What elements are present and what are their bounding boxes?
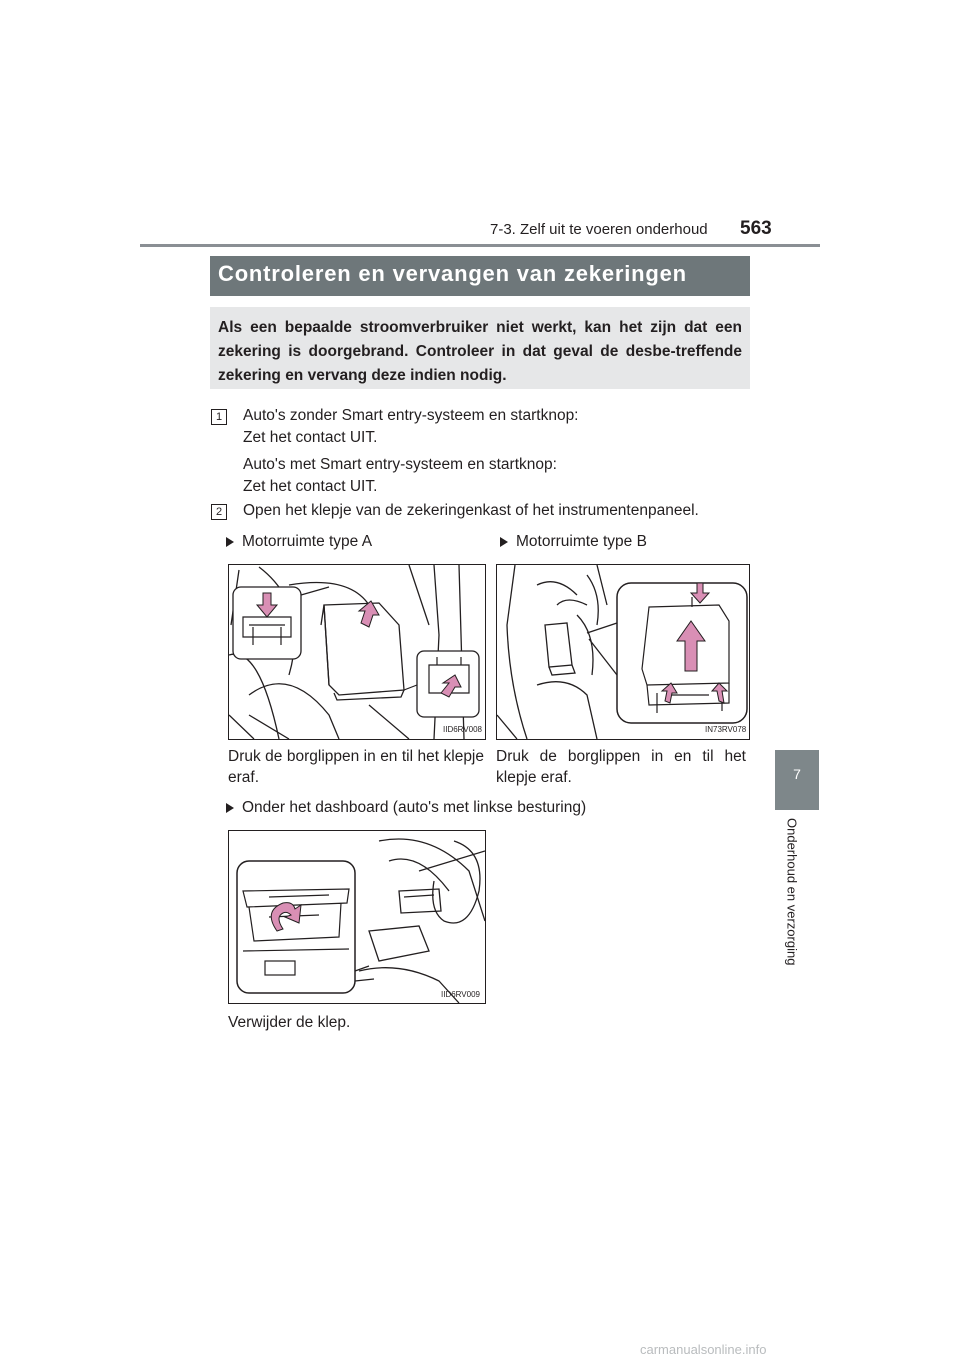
step-number-2: 2: [211, 504, 227, 520]
figure-engine-bay-type-a: [228, 564, 486, 740]
chapter-number: 7: [793, 766, 801, 782]
fuse-box-illustration-b: [497, 565, 749, 739]
chapter-title: Onderhoud en verzorging: [784, 818, 800, 966]
dashboard-cover-illustration: [229, 831, 485, 1003]
header-rule: [140, 244, 820, 247]
figure-a-heading: Motorruimte type A: [242, 533, 373, 550]
section-title: Controleren en vervangen van zekeringen: [218, 261, 687, 286]
figure-c-caption: Verwijder de klep.: [228, 1014, 351, 1031]
figure-b-caption: Druk de borglippen in en til het klepje eraf.: [496, 748, 746, 786]
section-title-bar: [210, 256, 750, 296]
triangle-bullet-icon: [226, 803, 234, 813]
triangle-bullet-icon: [500, 537, 508, 547]
figure-b-heading: Motorruimte type B: [516, 533, 647, 550]
figure-c-heading: Onder het dashboard (auto's met linkse besturing): [242, 799, 587, 816]
figure-c-code: IID6RV009: [441, 990, 480, 999]
intro-box: [210, 307, 750, 389]
figure-under-dashboard: [228, 830, 486, 1004]
fuse-box-illustration-a: [229, 565, 485, 739]
figure-engine-bay-type-b: [496, 564, 750, 740]
figure-a-caption: Druk de borglippen in en til het klepje eraf.: [228, 748, 484, 786]
figure-b-code: IN73RV078: [705, 725, 747, 734]
step-1-line-4: Zet het contact UIT.: [243, 478, 378, 495]
step-1-line-2: Zet het contact UIT.: [243, 429, 378, 446]
step-2-line-1: Open het klepje van de zekeringenkast of het instrumentenpaneel.: [243, 502, 699, 519]
running-header-section: 7-3. Zelf uit te voeren onderhoud: [490, 221, 708, 238]
triangle-bullet-icon: [226, 537, 234, 547]
chapter-tab[interactable]: [775, 750, 819, 810]
step-1-line-1: Auto's zonder Smart entry-systeem en startknop:: [243, 407, 579, 424]
step-number-1: 1: [211, 409, 227, 425]
intro-text: Als een bepaalde stroomverbruiker niet werkt, kan het zijn dat een zekering is doorgebrand. Controleer in dat geval de desbe-treffende zekering en vervang deze indien nodig.: [218, 319, 742, 384]
watermark[interactable]: carmanualsonline.info: [640, 1342, 767, 1357]
page-number: 563: [740, 218, 772, 239]
step-1-line-3: Auto's met Smart entry-systeem en startknop:: [243, 456, 557, 473]
figure-a-code: IID6RV008: [443, 725, 482, 734]
